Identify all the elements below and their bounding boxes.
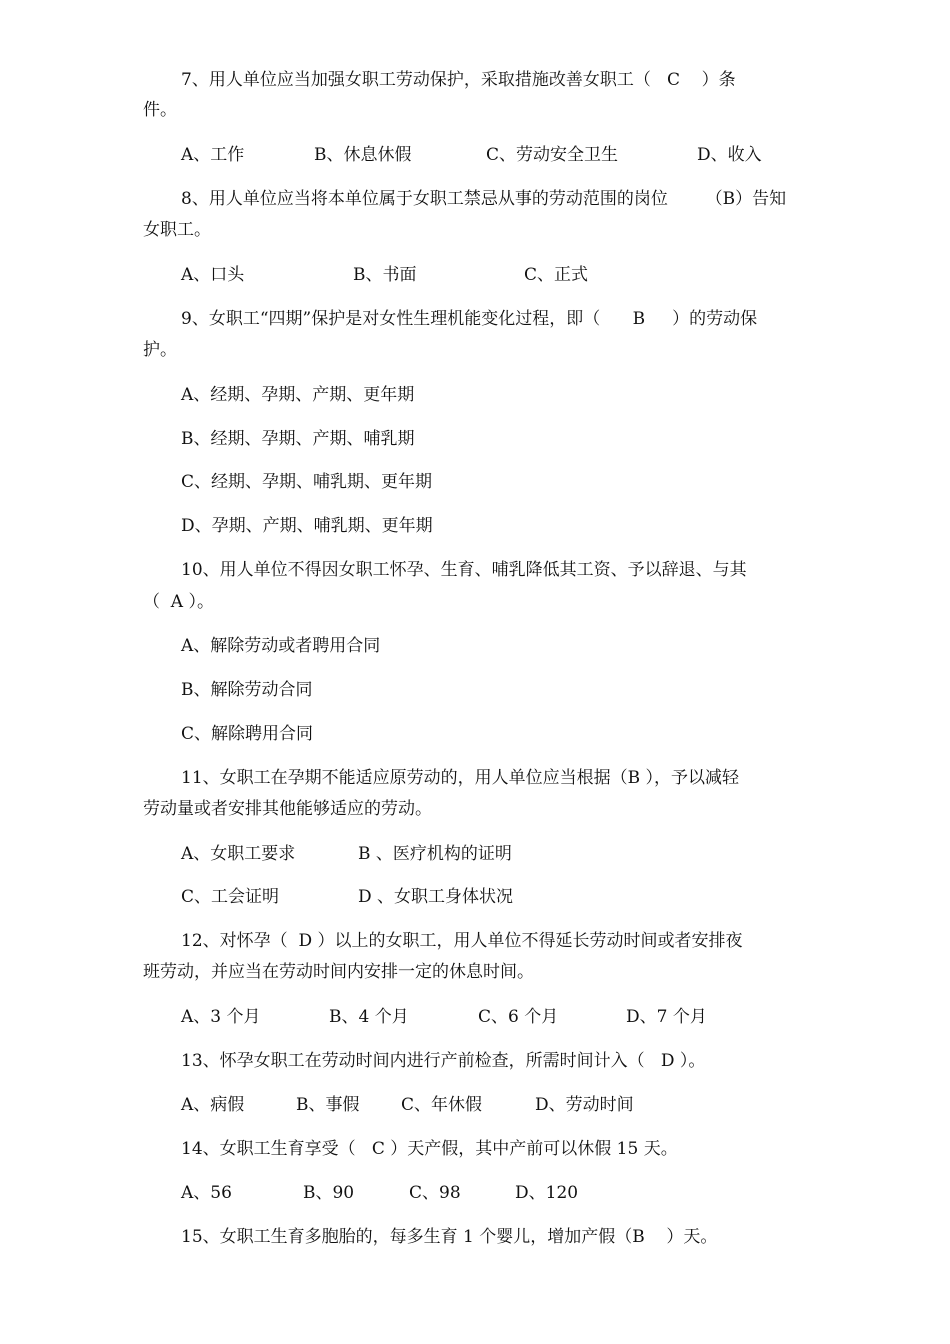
question-13-option-a: A、病假: [181, 1095, 245, 1115]
question-14-option-c: C、98: [409, 1183, 461, 1203]
question-9-text-cont: 护。: [143, 340, 177, 360]
question-9-option-d: D、孕期、产期、哺乳期、更年期: [181, 516, 433, 536]
question-9-option-c: C、经期、孕期、哺乳期、更年期: [181, 472, 433, 492]
question-7-option-c: C、劳动安全卫生: [486, 145, 619, 165]
question-8-option-b: B、书面: [353, 265, 417, 285]
question-14-text: 14、女职工生育享受（ C ）天产假，其中产前可以休假 15 天。: [181, 1139, 678, 1159]
question-10-option-a: A、解除劳动或者聘用合同: [181, 636, 381, 656]
question-9-option-b: B、经期、孕期、产期、哺乳期: [181, 429, 415, 449]
question-13-option-d: D、劳动时间: [535, 1095, 634, 1115]
question-10-text: 10、用人单位不得因女职工怀孕、生育、哺乳降低其工资、予以辞退、与其: [181, 560, 747, 580]
question-12-option-a: A、3 个月: [181, 1007, 261, 1027]
question-8-text: 8、用人单位应当将本单位属于女职工禁忌从事的劳动范围的岗位 （B）告知: [181, 189, 787, 209]
question-8-option-a: A、口头: [181, 265, 245, 285]
question-11-option-c: C、工会证明: [181, 887, 280, 907]
question-12-text-cont: 班劳动，并应当在劳动时间内安排一定的休息时间。: [143, 962, 534, 982]
question-14-option-d: D、120: [515, 1183, 579, 1203]
question-11-option-d: D 、女职工身体状况: [358, 887, 514, 907]
question-14-option-b: B、90: [303, 1183, 355, 1203]
question-13-option-b: B、事假: [296, 1095, 360, 1115]
question-8-text-cont: 女职工。: [143, 220, 211, 240]
question-7-option-b: B、休息休假: [314, 145, 412, 165]
question-12-option-d: D、7 个月: [626, 1007, 707, 1027]
question-11-option-b: B 、医疗机构的证明: [358, 844, 512, 864]
question-8-option-c: C、正式: [524, 265, 589, 285]
question-10-option-c: C、解除聘用合同: [181, 724, 314, 744]
question-12-text: 12、对怀孕（ D ）以上的女职工，用人单位不得延长劳动时间或者安排夜: [181, 931, 743, 951]
question-7-option-a: A、工作: [181, 145, 245, 165]
question-11-option-a: A、女职工要求: [181, 844, 296, 864]
question-14-option-a: A、56: [181, 1183, 232, 1203]
question-7-option-d: D、收入: [697, 145, 762, 165]
question-10-option-b: B、解除劳动合同: [181, 680, 313, 700]
question-11-text-cont: 劳动量或者安排其他能够适应的劳动。: [143, 799, 432, 819]
question-13-text: 13、怀孕女职工在劳动时间内进行产前检查，所需时间计入（ D ）。: [181, 1051, 706, 1071]
question-13-option-c: C、年休假: [401, 1095, 483, 1115]
question-7-text-cont: 件。: [143, 100, 177, 120]
question-12-option-c: C、6 个月: [478, 1007, 559, 1027]
question-11-text: 11、女职工在孕期不能适应原劳动的，用人单位应当根据（B ），予以减轻: [181, 768, 740, 788]
question-12-option-b: B、4 个月: [329, 1007, 409, 1027]
question-9-option-a: A、经期、孕期、产期、更年期: [181, 385, 415, 405]
question-7-text: 7、用人单位应当加强女职工劳动保护，采取措施改善女职工（ C ）条: [181, 70, 736, 90]
question-9-text: 9、女职工“四期”保护是对女性生理机能变化过程，即（ B ）的劳动保: [181, 309, 758, 329]
question-10-text-cont: （ A ）。: [143, 592, 214, 612]
question-15-text: 15、女职工生育多胞胎的，每多生育 1 个婴儿，增加产假（B ）天。: [181, 1227, 718, 1247]
